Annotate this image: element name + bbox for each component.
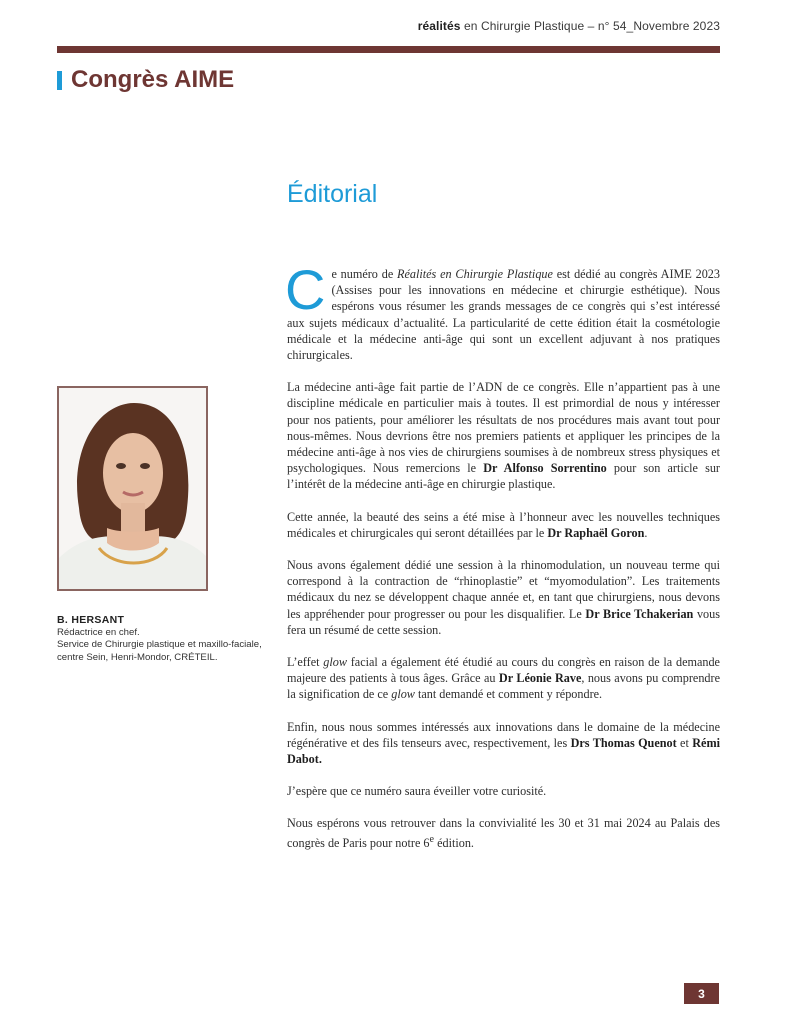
paragraph-5 <box>287 654 720 703</box>
text: édition. <box>434 835 474 850</box>
contributor-name: Drs Thomas Quenot <box>570 735 677 750</box>
paragraph-2 <box>287 379 720 492</box>
text: tant demandé et comment y répondre. <box>414 687 603 702</box>
contributor-name: Dr Raphaël Goron <box>547 525 645 540</box>
running-header <box>418 19 720 33</box>
paragraph-1 <box>285 258 720 363</box>
paragraph-3 <box>287 509 720 541</box>
text: pour son article sur l’intérêt de la médecine anti-âge en chirurgie plastique. <box>287 461 720 492</box>
section-title <box>57 66 234 94</box>
paragraph-6 <box>287 719 720 768</box>
text: facial a également été étudié au cours du congrès en raison de la demande majeure des patients à tous âges. Grâce au <box>287 655 720 686</box>
text: . <box>644 525 648 540</box>
text: Nous avons également dédié une session à la rhinomodulation, un nouveau terme qui correspond à la contraction de “rhinoplastie” et “myomodulation”. Les traitements médicaux du nez se développent chaque année et, en tant que chirurgiens, nous devons les appréhender pour progresser ou pour les disqualifier. Le <box>287 558 720 621</box>
text: L’effet <box>287 655 324 670</box>
header-rule <box>57 46 720 53</box>
journal-title-italic: Réalités en Chirurgie Plastique <box>397 267 553 281</box>
contributor-name: Dr Brice Tchakerian <box>585 606 694 621</box>
contributor-name: Dr Léonie Rave <box>498 671 582 686</box>
article-body <box>285 258 720 867</box>
text: et <box>676 735 693 750</box>
author-affiliation: Service de Chirurgie plastique et maxillo-faciale, centre Sein, Henri-Mondor, CRÉTEIL. <box>57 639 262 663</box>
text: Cette année, la beauté des seins a été mise à l’honneur avec les nouvelles techniques médicales et chirurgicales qui seront détaillées par le <box>287 509 720 540</box>
text: e numéro de <box>331 267 398 281</box>
author-name: B. HERSANT <box>57 614 125 626</box>
italic-term: glow <box>391 687 415 702</box>
drop-cap: C <box>285 258 326 321</box>
page-number: 3 <box>684 983 719 1004</box>
text: La médecine anti-âge fait partie de l’ADN de ce congrès. Elle n’appartient pas à une discipline médicale en particulier mais à toutes. Il est primordial de nous y intéresser pour nos patients, pour améliorer les résultats de nos procédures mais avant tout pour nous-mêmes. Nous devrions être nos premiers patients et appliquer les principes de la médecine anti-âge à nos vies de chirurgiens soumises à de nombreux stress physiques et psychologiques. Nous remercions le <box>287 380 720 476</box>
text: est dédié au congrès AIME 2023 (Assises pour les innovations en médecine et chirurgie esthétique). Nous espérons vous résumer les grands messages de ce congrès qui s’est intéressé aux sujets médicaux d’actualité. La particularité de cette édition était la cosmétologie médicale et la médecine anti-âge qui sont un excellent adjuvant à nos pratiques chirurgicales. <box>287 267 720 363</box>
section-marker-icon <box>57 71 62 90</box>
text: Enfin, nous nous sommes intéressés aux innovations dans le domaine de la médecine régénérative et des fils tenseurs avec, respectivement, les <box>287 719 720 750</box>
italic-term: glow <box>323 655 347 670</box>
author-info <box>57 614 267 664</box>
author-photo <box>57 386 208 591</box>
paragraph-7: J’espère que ce numéro saura éveiller votre curiosité. <box>287 784 547 799</box>
contributor-name: Dr Alfonso Sorrentino <box>483 461 607 476</box>
text: , nous avons pu comprendre la signification de ce <box>287 671 720 702</box>
portrait-image <box>59 388 206 589</box>
journal-name: réalités <box>417 19 461 33</box>
paragraph-4 <box>287 557 720 638</box>
superscript: e <box>429 833 435 845</box>
author-role: Rédactrice en chef. <box>57 626 140 638</box>
article-title: Éditorial <box>287 180 378 208</box>
contributor-name: Rémi Dabot. <box>287 735 720 767</box>
section-title-text: Congrès AIME <box>71 66 235 93</box>
text: vous fera un résumé de cette session. <box>287 606 720 637</box>
paragraph-8 <box>287 815 720 850</box>
issue-info: en Chirurgie Plastique – n° 54_Novembre 2023 <box>460 19 720 33</box>
text: Nous espérons vous retrouver dans la convivialité les 30 et 31 mai 2024 au Palais des congrès de Paris pour notre 6 <box>287 816 720 850</box>
